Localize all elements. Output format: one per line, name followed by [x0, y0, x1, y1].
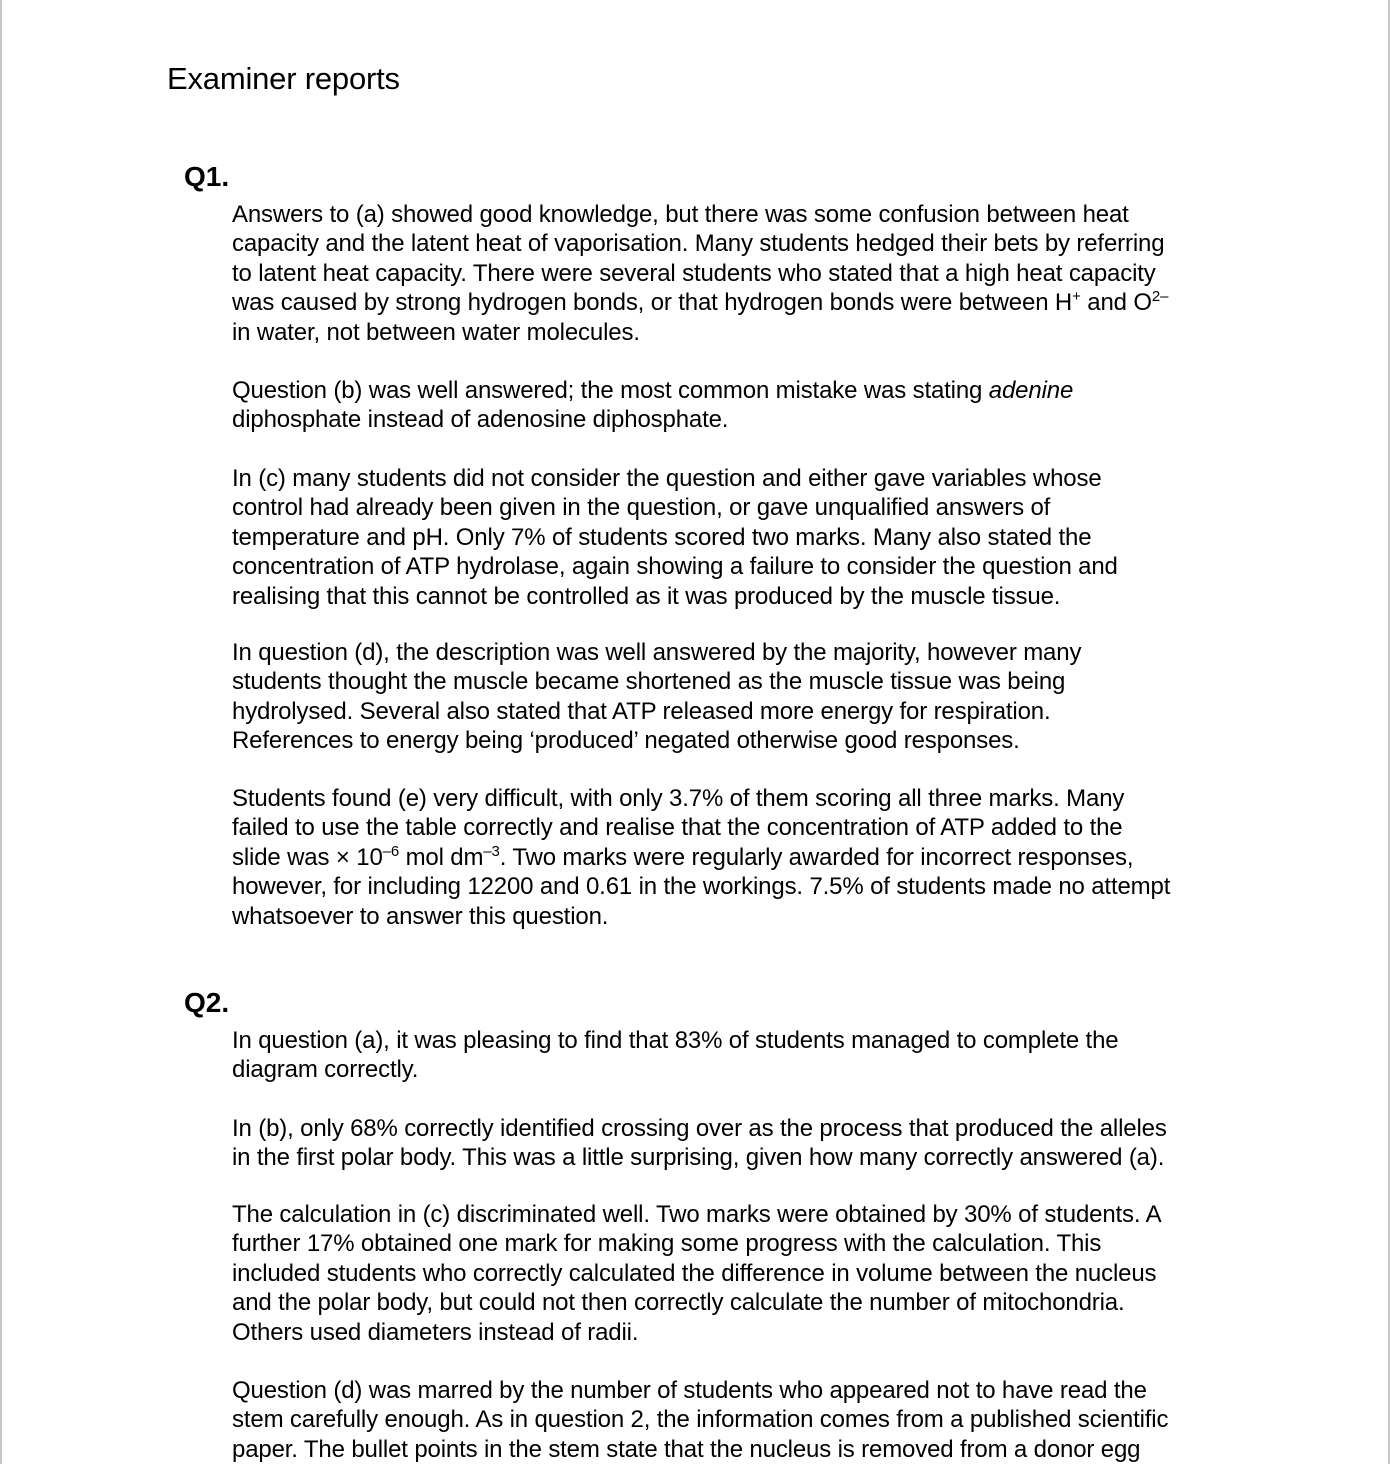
text-segment: slide was × 10 [232, 843, 383, 871]
text-line: and the polar body, but could not then correctly calculate the number of mitochondria. [232, 1289, 1125, 1317]
text-line [232, 288, 1168, 317]
text-line: paper. The bullet points in the stem state that the nucleus is removed from a donor egg [232, 1435, 1141, 1463]
text-line [232, 843, 1170, 872]
q2-paragraph-d [232, 1376, 1168, 1464]
text-line: In (b), only 68% correctly identified crossing over as the process that produced the alleles [232, 1115, 1167, 1142]
text-line: In (c) many students did not consider the question and either gave variables whose [232, 465, 1102, 492]
italic-term: adenine [988, 377, 1074, 404]
page-title: Examiner reports [167, 61, 400, 96]
text-segment: . Two marks were regularly awarded for incorrect responses, [499, 843, 1134, 871]
text-segment: and O [1080, 289, 1152, 317]
text-line: Others used diameters instead of radii. [232, 1318, 639, 1346]
text-line: however, for including 12200 and 0.61 in the workings. 7.5% of students made no attempt [232, 873, 1171, 901]
text-line: realising that this cannot be controlled as it was produced by the muscle tissue. [232, 582, 1061, 610]
page-border-left [0, 0, 2, 1464]
superscript: –6 [382, 842, 400, 860]
text-line: diagram correctly. [232, 1056, 419, 1084]
text-line: temperature and pH. Only 7% of students scored two marks. Many also stated the [232, 523, 1092, 551]
text-line: further 17% obtained one mark for making some progress with the calculation. This [232, 1230, 1102, 1258]
text-segment: was caused by strong hydrogen bonds, or that hydrogen bonds were between H [232, 289, 1073, 317]
text-line: The calculation in (c) discriminated well. Two marks were obtained by 30% of students. A [232, 1201, 1162, 1228]
text-line: Question (d) was marred by the number of students who appeared not to have read the [232, 1377, 1147, 1404]
question-heading-q2: Q2. [184, 987, 230, 1018]
text-line: hydrolysed. Several also stated that ATP released more energy for respiration. [232, 697, 1051, 725]
text-line: capacity and the latent heat of vaporisation. Many students hedged their bets by referring [232, 230, 1165, 258]
q1-paragraph-e [232, 784, 1170, 931]
text-line: in water, not between water molecules. [232, 318, 640, 346]
text-line: whatsoever to answer this question. [232, 902, 609, 930]
text-line: students thought the muscle became shortened as the muscle tissue was being [232, 668, 1066, 696]
text-line: to latent heat capacity. There were several students who stated that a high heat capacity [232, 259, 1156, 287]
q1-paragraph-b [232, 376, 1073, 435]
text-line: in the first polar body. This was a little surprising, given how many correctly answered (a). [232, 1144, 1165, 1172]
q2-paragraph-a [232, 1026, 1118, 1085]
text-line: concentration of ATP hydrolase, again showing a failure to consider the question and [232, 553, 1118, 581]
superscript: –3 [483, 842, 500, 860]
text-line: stem carefully enough. As in question 2, the information comes from a published scientific [232, 1406, 1169, 1434]
text-segment: Question (b) was well answered; the most common mistake was stating [232, 377, 989, 404]
text-line: included students who correctly calculated the difference in volume between the nucleus [232, 1259, 1157, 1287]
q1-paragraph-d [232, 638, 1081, 756]
q1-paragraph-c [232, 464, 1118, 611]
q1-paragraph-a [232, 200, 1168, 347]
text-line: References to energy being ‘produced’ negated otherwise good responses. [232, 727, 1020, 755]
text-line: In question (d), the description was well answered by the majority, however many [232, 639, 1082, 666]
question-heading-q1: Q1. [184, 161, 230, 192]
text-line: In question (a), it was pleasing to find that 83% of students managed to complete the [232, 1027, 1119, 1054]
q2-paragraph-c [232, 1200, 1161, 1347]
text-line [232, 376, 1073, 405]
text-line: Students found (e) very difficult, with only 3.7% of them scoring all three marks. Many [232, 785, 1125, 812]
text-line: failed to use the table correctly and realise that the concentration of ATP added to the [232, 814, 1123, 842]
superscript: 2– [1151, 288, 1169, 306]
text-line: control had already been given in the question, or gave unqualified answers of [232, 494, 1051, 522]
text-line: Answers to (a) showed good knowledge, but there was some confusion between heat [232, 201, 1129, 228]
text-segment: mol dm [399, 843, 484, 871]
text-line: diphosphate instead of adenosine diphosphate. [232, 406, 729, 434]
superscript: + [1072, 288, 1081, 306]
q2-paragraph-b [232, 1114, 1167, 1173]
